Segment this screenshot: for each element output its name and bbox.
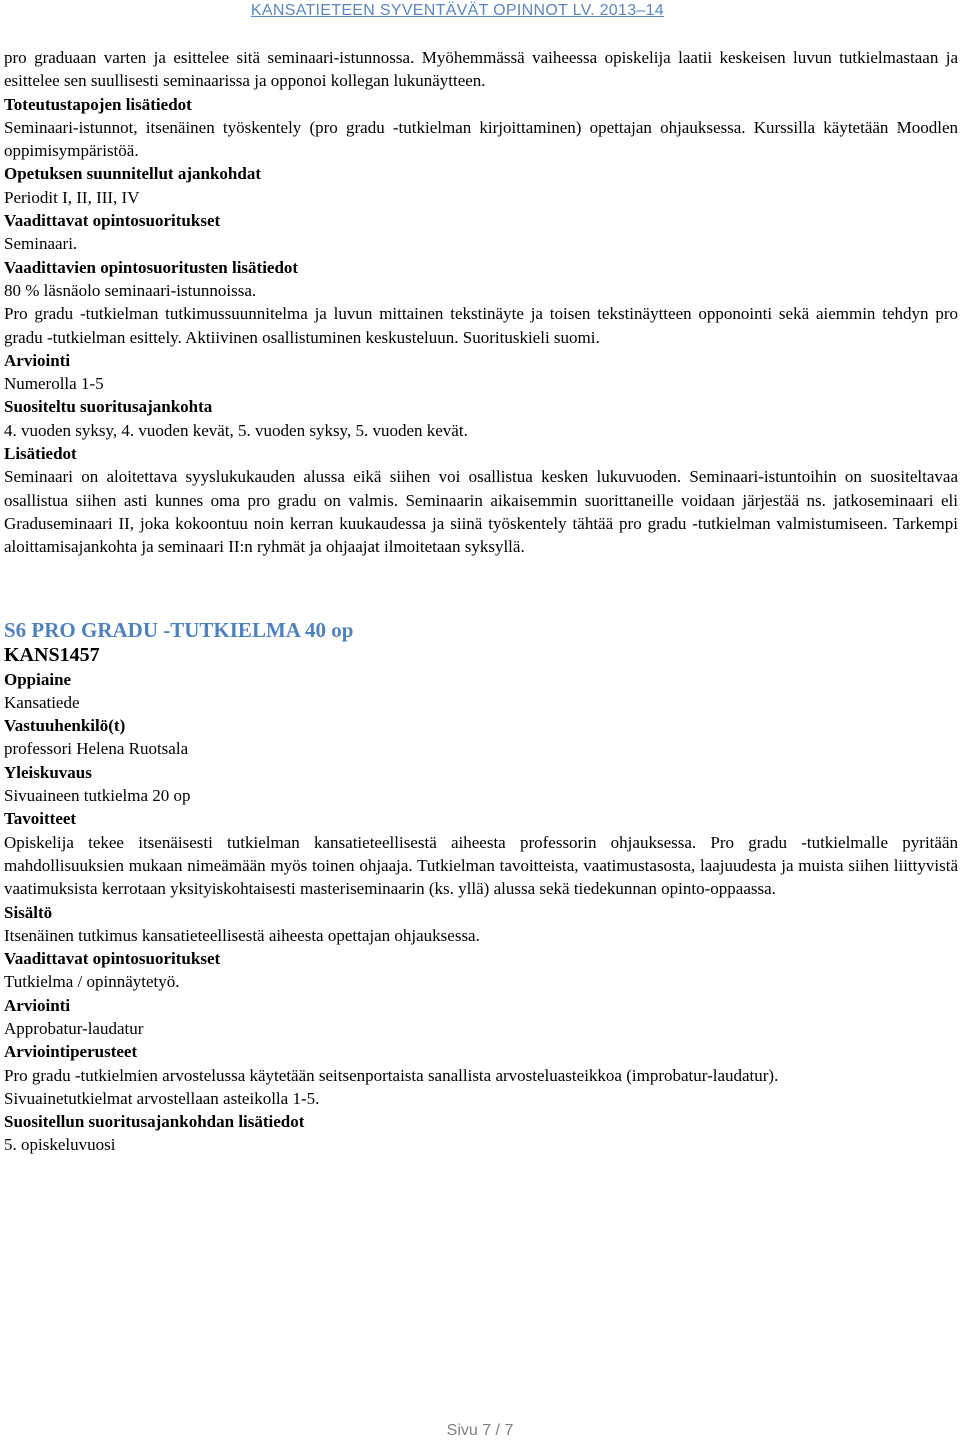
ajankohta-lisa-text: 5. opiskeluvuosi (4, 1135, 116, 1155)
tavoitteet-text: Opiskelija tekee itsenäisesti tutkielman kansatieteellisestä aiheesta professorin ohjauksessa. Pro gradu -tutkielmalle pyritään mahdollisuuksien mukaan nimeämään myös toinen ohjaaja. Tutkielman tavoitteista, vaatimustasosta, laajuudesta ja muista siihen liittyvistä vaatimuksista kerrotaan yksityiskohtaisesti masteriseminaarin (ks. yllä) alussa sekä tiedekunnan opinto-oppaassa. (4, 832, 958, 899)
arviointiperusteet-text-1: Pro gradu -tutkielmien arvostelussa käytetään seitsenportaista sanallista arvosteluasteikkoa (improbatur-laudatur). (4, 1065, 779, 1085)
document-body (4, 46, 958, 1157)
course-arviointi-text: Approbatur-laudatur (4, 1018, 144, 1038)
heading-ajankohta: Suositeltu suoritusajankohta (4, 397, 213, 417)
heading-suoritukset-lisa: Vaadittavien opintosuoritusten lisätiedot (4, 257, 299, 277)
heading-arviointi: Arviointi (4, 350, 71, 370)
suoritukset-text: Seminaari. (4, 234, 78, 254)
course-code: KANS1457 (4, 643, 100, 666)
vastuu-text: professori Helena Ruotsala (4, 739, 189, 759)
heading-lisatiedot: Lisätiedot (4, 444, 77, 464)
page-number: Sivu 7 / 7 (446, 1422, 514, 1439)
heading-yleiskuvaus: Yleiskuvaus (4, 762, 92, 782)
heading-arviointiperusteet: Arviointiperusteet (4, 1042, 138, 1062)
suoritukset-lisa-text-1: 80 % läsnäolo seminaari-istunnoissa. (4, 280, 257, 300)
ajankohdat-text: Periodit I, II, III, IV (4, 187, 140, 207)
heading-course-arviointi: Arviointi (4, 995, 71, 1015)
heading-ajankohta-lisa: Suositellun suoritusajankohdan lisätiedot (4, 1112, 305, 1132)
yleiskuvaus-text: Sivuaineen tutkielma 20 op (4, 786, 191, 806)
oppiaine-text: Kansatiede (4, 692, 80, 712)
course-suoritukset-text: Tutkielma / opinnäytetyö. (4, 972, 180, 992)
ajankohta-text: 4. vuoden syksy, 4. vuoden kevät, 5. vuoden syksy, 5. vuoden kevät. (4, 420, 468, 440)
intro-paragraph: pro graduaan varten ja esittelee sitä seminaari-istunnossa. Myöhemmässä vaiheessa opiskelija laatii keskeisen luvun tutkielmastaan ja esittelee sen suullisesti seminaarissa ja opponoi kollegan lukunäytteen. (4, 48, 958, 91)
arviointi-text: Numerolla 1-5 (4, 374, 104, 394)
sisalto-text: Itsenäinen tutkimus kansatieteellisestä aiheesta opettajan ohjauksessa. (4, 925, 480, 945)
heading-oppiaine: Oppiaine (4, 669, 72, 689)
lisatiedot-text: Seminaari on aloitettava syyslukukauden alussa eikä siihen voi osallistua kesken lukuvuoden. Seminaari-istuntoihin on suositeltavaa osallistua siihen asti kunnes oma pro gradu on valmis. Seminaarin aikaisemmin suorittaneille voidaan järjestää ns. jatkoseminaari eli Graduseminaari II, joka kokoontuu noin kerran kuukaudessa ja siinä työskentely tähtää pro gradu -tutkielman valmistumiseen. Tarkempi aloittamisajankohta ja seminaari II:n ryhmät ja ohjaajat ilmoitetaan syksyllä. (4, 467, 958, 557)
heading-ajankohdat: Opetuksen suunnitellut ajankohdat (4, 164, 261, 184)
heading-tavoitteet: Tavoitteet (4, 809, 77, 829)
heading-sisalto: Sisältö (4, 902, 53, 922)
arviointiperusteet-text-2: Sivuainetutkielmat arvostellaan asteikolla 1-5. (4, 1088, 320, 1108)
heading-suoritukset: Vaadittavat opintosuoritukset (4, 211, 221, 231)
heading-vastuu: Vastuuhenkilö(t) (4, 716, 126, 736)
course-title: S6 PRO GRADU -TUTKIELMA 40 op (4, 617, 354, 642)
toteutus-text: Seminaari-istunnot, itsenäinen työskentely (pro gradu -tutkielman kirjoittaminen) opettajan ohjauksessa. Kurssilla käytetään Moodlen oppimisympäristöä. (4, 117, 958, 161)
suoritukset-lisa-text-2: Pro gradu -tutkielman tutkimussuunnitelma ja luvun mittainen tekstinäyte ja toisen tekstinäytteen opponointi sekä aiemmin tehdyn pro gradu -tutkielman esittely. Aktiivinen osallistuminen keskusteluun. Suorituskieli suomi. (4, 304, 958, 347)
running-header: KANSATIETEEN SYVENTÄVÄT OPINNOT LV. 2013–14 (250, 2, 664, 19)
heading-toteutus: Toteutustapojen lisätiedot (4, 94, 192, 114)
heading-course-suoritukset: Vaadittavat opintosuoritukset (4, 949, 221, 969)
